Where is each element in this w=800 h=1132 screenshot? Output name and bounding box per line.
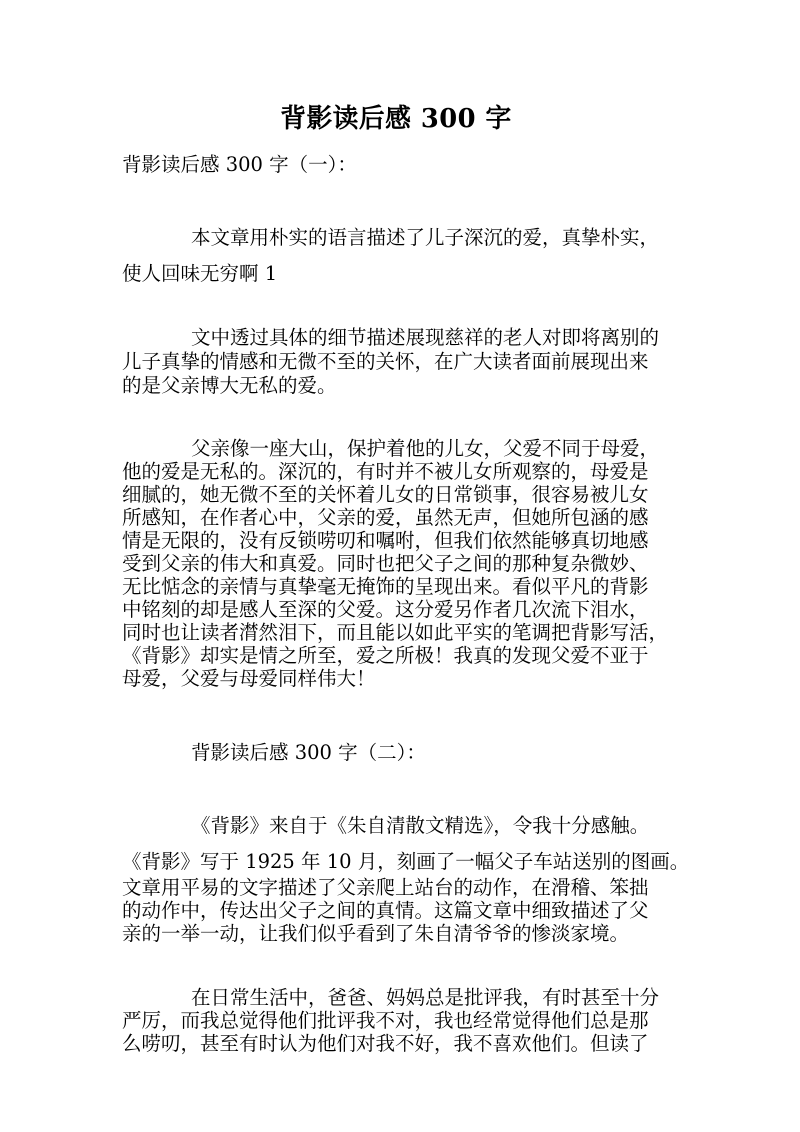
- paragraph-3-line-5: 情是无限的，没有反锁唠叨和嘱咐，但我们依然能够真切地感: [122, 529, 649, 552]
- paragraph-4-line-1: 《背影》来自于《朱自清散文精选》，令我十分感触。: [191, 814, 650, 837]
- document-title: 背影读后感 300 字: [280, 104, 512, 134]
- paragraph-4-line-4: 的动作中，传达出父子之间的真情。这篇文章中细致描述了父: [122, 899, 649, 922]
- paragraph-3-line-9: 同时也让读者潸然泪下，而且能以如此平实的笔调把背影写活，: [122, 621, 669, 644]
- paragraph-4-line-3: 文章用平易的文字描述了父亲爬上站台的动作，在滑稽、笨拙: [122, 876, 649, 899]
- paragraph-5-line-2: 严厉，而我总觉得他们批评我不对，我也经常觉得他们总是那: [122, 1009, 649, 1032]
- paragraph-3-line-11: 母爱，父爱与母爱同样伟大！: [122, 667, 376, 690]
- paragraph-3-line-8: 中铭刻的却是感人至深的父爱。这分爱另作者几次流下泪水，: [122, 598, 649, 621]
- paragraph-1-line-2: 使人回味无穷啊 1: [122, 262, 278, 285]
- paragraph-3-line-1: 父亲像一座大山，保护着他的儿女，父爱不同于母爱，: [191, 437, 660, 460]
- paragraph-3-line-2: 他的爱是无私的。深沉的，有时并不被儿女所观察的，母爱是: [122, 460, 649, 483]
- paragraph-2-line-2: 儿子真挚的情感和无微不至的关怀，在广大读者面前展现出来: [122, 350, 649, 373]
- paragraph-5-line-3: 么唠叨，甚至有时认为他们对我不好，我不喜欢他们。但读了: [122, 1032, 649, 1055]
- paragraph-3-line-7: 无比惦念的亲情与真挚毫无掩饰的呈现出来。看似平凡的背影: [122, 575, 649, 598]
- paragraph-3-line-3: 细腻的，她无微不至的关怀着儿女的日常锁事，很容易被儿女: [122, 483, 649, 506]
- paragraph-2-line-3: 的是父亲博大无私的爱。: [122, 374, 337, 397]
- paragraph-4-line-5: 亲的一举一动，让我们似乎看到了朱自清爷爷的惨淡家境。: [122, 922, 630, 945]
- paragraph-3-line-4: 所感知，在作者心中，父亲的爱，虽然无声，但她所包涵的感: [122, 506, 649, 529]
- paragraph-1-line-1: 本文章用朴实的语言描述了儿子深沉的爱，真挚朴实，: [191, 226, 660, 249]
- paragraph-4-line-2: 《背影》写于 1925 年 10 月，刻画了一幅父子车站送别的图画。: [122, 850, 690, 873]
- section-heading-1: 背影读后感 300 字（一）：: [122, 153, 357, 176]
- paragraph-3-line-10: 《背影》却实是情之所至，爱之所极！我真的发现父爱不亚于: [122, 644, 649, 667]
- paragraph-3-line-6: 受到父亲的伟大和真爱。同时也把父子之间的那种复杂微妙、: [122, 552, 649, 575]
- paragraph-5-line-1: 在日常生活中，爸爸、妈妈总是批评我，有时甚至十分: [191, 986, 660, 1009]
- paragraph-2-line-1: 文中透过具体的细节描述展现慈祥的老人对即将离别的: [191, 326, 660, 349]
- section-heading-2: 背影读后感 300 字（二）：: [191, 741, 426, 764]
